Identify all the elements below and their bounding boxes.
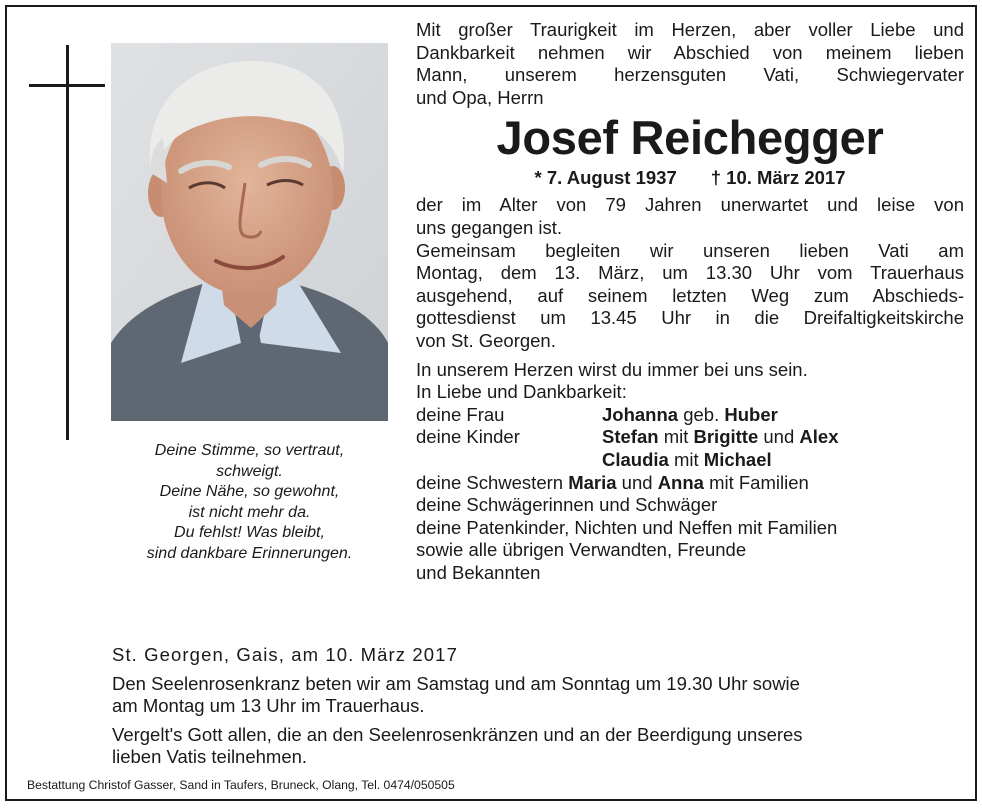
memorial-poem — [107, 441, 392, 565]
family-connector: und — [621, 471, 653, 493]
heart-line: In unserem Herzen wirst du immer bei uns sein. — [416, 358, 808, 380]
deceased-name: Josef Reichegger — [496, 111, 884, 165]
portrait-photo — [111, 43, 388, 421]
family-connector: mit Familien — [709, 471, 809, 493]
undertaker-credit: Bestattung Christof Gasser, Sand in Taufers, Bruneck, Olang, Tel. 0474/050505 — [27, 778, 455, 792]
thanks-line: Vergelt's Gott allen, die an den Seelenrosenkränzen und an der Beerdigung unseres — [112, 723, 803, 745]
family-name: Anna — [657, 471, 704, 493]
intro-line: Mann, unserem herzensguten Vati, Schwiegervater — [416, 64, 964, 86]
notice-footer-text — [112, 644, 963, 775]
thanks-paragraph — [112, 724, 963, 769]
family-name: Alex — [799, 426, 839, 448]
family-row-children — [416, 426, 964, 449]
family-name: Stefan — [602, 426, 659, 448]
family-name: Michael — [703, 448, 772, 470]
funeral-line: Gemeinsam begleiten wir unseren lieben Vati am — [416, 239, 964, 261]
relation-label: deine Schwestern — [416, 471, 564, 493]
cross-icon — [66, 45, 69, 440]
family-row-wife — [416, 404, 964, 427]
intro-line: Mit großer Traurigkeit im Herzen, aber voller Liebe und — [416, 19, 964, 40]
family-name: Huber — [724, 403, 778, 425]
family-name: Johanna — [602, 403, 679, 425]
family-name: Maria — [568, 471, 617, 493]
funeral-line: gottesdienst um 13.45 Uhr in die Dreifaltigkeitskirche — [416, 307, 964, 329]
intro-line: Dankbarkeit nehmen wir Abschied von meinem lieben — [416, 41, 964, 63]
family-connector: und — [763, 426, 795, 448]
life-dates — [416, 166, 964, 190]
age-line: uns gegangen ist. — [416, 216, 563, 238]
family-row-acquaintances: und Bekannten — [416, 561, 541, 583]
family-name: Brigitte — [693, 426, 759, 448]
poem-line: Du fehlst! Was bleibt, — [174, 524, 325, 542]
intro-line: und Opa, Herrn — [416, 86, 544, 108]
family-row-children-2 — [416, 449, 964, 472]
poem-line: sind dankbare Erinnerungen. — [146, 544, 353, 562]
family-connector: geb. — [683, 403, 720, 425]
funeral-line: von St. Georgen. — [416, 329, 556, 351]
notice-main-text — [416, 19, 964, 584]
poem-line: schweigt. — [216, 462, 283, 480]
relation-label: deine Kinder — [416, 426, 520, 448]
relation-label: deine Frau — [416, 403, 505, 425]
family-name: Claudia — [602, 448, 669, 470]
cross-icon-bar — [29, 84, 105, 87]
poem-line: Deine Stimme, so vertraut, — [154, 442, 345, 459]
rosary-paragraph — [112, 673, 963, 718]
age-line: der im Alter von 79 Jahren unerwartet und leise von — [416, 194, 964, 216]
family-connector: mit — [663, 426, 689, 448]
thanks-line: lieben Vatis teilnehmen. — [112, 746, 308, 768]
family-row-relatives: sowie alle übrigen Verwandten, Freunde — [416, 539, 747, 561]
family-connector: mit — [673, 448, 699, 470]
poem-line: ist nicht mehr da. — [188, 503, 311, 521]
family-row-inlaws: deine Schwägerinnen und Schwäger — [416, 494, 718, 516]
funeral-line: ausgehend, auf seinem letzten Weg zum Abschieds- — [416, 284, 964, 306]
family-row-godchildren: deine Patenkinder, Nichten und Neffen mit Familien — [416, 516, 838, 538]
funeral-line: Montag, dem 13. März, um 13.30 Uhr vom Trauerhaus — [416, 262, 964, 284]
death-date: † 10. März 2017 — [710, 167, 846, 189]
poem-line: Deine Nähe, so gewohnt, — [159, 483, 340, 501]
rosary-line: Den Seelenrosenkranz beten wir am Samstag und am Sonntag um 19.30 Uhr sowie — [112, 672, 800, 694]
rosary-line: am Montag um 13 Uhr im Trauerhaus. — [112, 695, 425, 717]
family-row-sisters — [416, 472, 964, 495]
birth-date: * 7. August 1937 — [534, 167, 677, 189]
obituary-notice — [5, 5, 977, 801]
place-date: St. Georgen, Gais, am 10. März 2017 — [112, 644, 458, 665]
love-line: In Liebe und Dankbarkeit: — [416, 381, 627, 403]
